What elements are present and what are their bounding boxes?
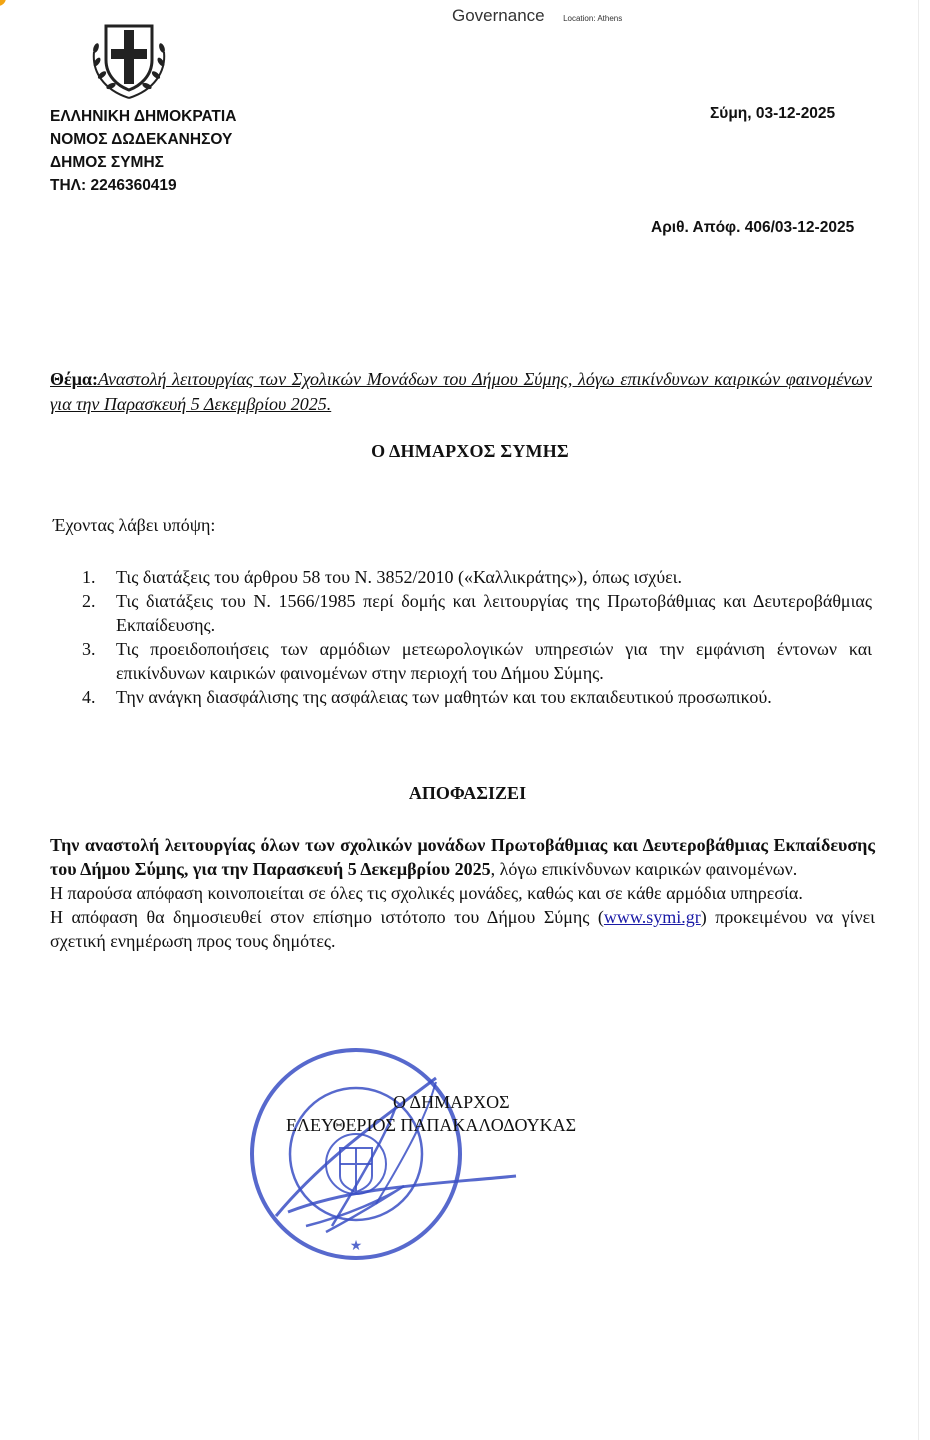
website-link[interactable]: www.symi.gr (603, 907, 701, 927)
decision-publication (50, 905, 875, 953)
considering-intro: Έχοντας λάβει υπόψη: (53, 515, 216, 535)
list-item (82, 565, 872, 589)
decision-bold-text: Την αναστολή λειτουργίας όλων των σχολικών μονάδων Πρωτοβάθμιας και Δευτεροβάθμιας Εκπαίδευσης του Δήμου Σύμης, για την Παρασκευή 5 Δεκεμβρίου 2025 (50, 835, 875, 879)
list-item-text: Τις διατάξεις του Ν. 1566/1985 περί δομής και λειτουργίας της Πρωτοβάθμιας και Δευτεροβάθμιας Εκπαίδευσης. (116, 591, 872, 635)
cropped-header-location: Location: Athens (563, 14, 623, 23)
signatory-name: ΕΛΕΥΘΕΡΙΟΣ ΠΑΠΑΚΑΛΟΔΟΥΚΑΣ (286, 1115, 577, 1135)
decides-heading: ΑΠΟΦΑΣΙΖΕΙ (408, 783, 527, 803)
mayor-heading: Ο ΔΗΜΑΡΧΟΣ ΣΥΜΗΣ (371, 441, 569, 461)
list-item (82, 637, 872, 685)
list-item-text: Την ανάγκη διασφάλισης της ασφάλειας των μαθητών και του εκπαιδευτικού προσωπικού. (116, 687, 772, 707)
list-item-text: Τις προειδοποιήσεις των αρμόδιων μετεωρολογικών υπηρεσιών για την εμφάνιση έντονων και επικίνδυνων καιρικών φαινομένων στην περιοχή του Δήμου Σύμης. (116, 639, 872, 683)
municipal-stamp-and-signature (236, 1036, 526, 1272)
decision-number: Αριθ. Απόφ. 406/03-12-2025 (651, 219, 855, 236)
publication-text-before: Η απόφαση θα δημοσιευθεί στον επίσημο ιστότοπο του Δήμου Σύμης ( (50, 907, 604, 927)
signatory-title: Ο ΔΗΜΑΡΧΟΣ (393, 1092, 510, 1112)
decision-notification: Η παρούσα απόφαση κοινοποιείται σε όλες τις σχολικές μονάδες, καθώς και σε κάθε αρμόδια υπηρεσία. (50, 883, 803, 903)
list-item-number: 4. (82, 687, 96, 707)
publication-text-after: ) προκειμένου να γίνει σχετική ενημέρωση προς τους δημότες. (50, 907, 876, 951)
cropped-header (452, 6, 622, 26)
list-item (82, 589, 872, 637)
issuer-block (50, 105, 236, 197)
list-item-number: 1. (82, 567, 96, 587)
greek-coat-of-arms-icon (84, 16, 174, 102)
cropped-header-word: Governance (452, 6, 545, 25)
list-item-number: 2. (82, 591, 96, 611)
issuer-country: ΕΛΛΗΝΙΚΗ ΔΗΜΟΚΡΑΤΙΑ (50, 108, 237, 125)
issuer-prefecture: ΝΟΜΟΣ ΔΩΔΕΚΑΝΗΣΟΥ (50, 131, 233, 148)
document-date: Σύμη, 03-12-2025 (710, 105, 836, 122)
considerations-list (82, 565, 872, 709)
decision-reason-text: , λόγω επικίνδυνων καιρικών φαινομένων. (490, 859, 798, 879)
decision-main-paragraph (50, 833, 875, 881)
subject-text: Αναστολή λειτουργίας των Σχολικών Μονάδων του Δήμου Σύμης, λόγω επικίνδυνων καιρικών φαινομένων για την Παρασκευή 5 Δεκεμβρίου 2025. (50, 369, 872, 414)
subject-label: Θέμα: (50, 369, 98, 389)
list-item-number: 3. (82, 639, 96, 659)
list-item (82, 685, 872, 709)
stamp-star-icon: ★ (349, 1239, 363, 1254)
issuer-phone: ΤΗΛ: 2246360419 (50, 177, 177, 194)
issuer-municipality: ΔΗΜΟΣ ΣΥΜΗΣ (50, 154, 164, 171)
decision-body (50, 833, 875, 953)
subject-line (50, 367, 872, 417)
list-item-text: Τις διατάξεις του άρθρου 58 του Ν. 3852/2010 («Καλλικράτης»), όπως ισχύει. (116, 567, 683, 587)
